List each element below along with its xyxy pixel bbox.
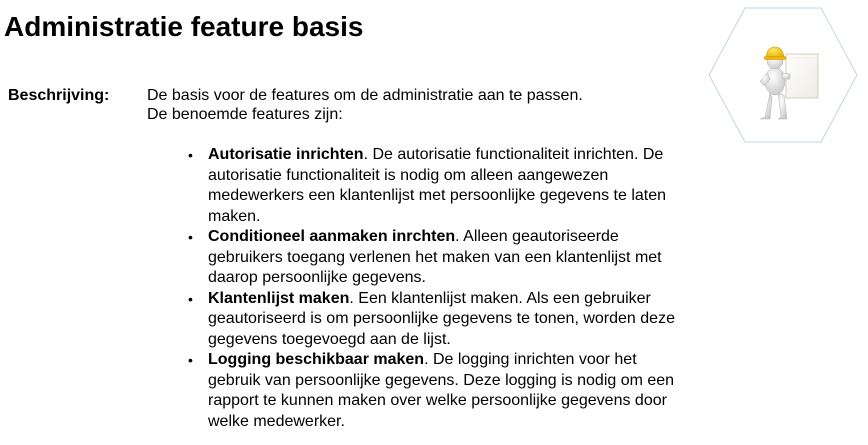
feature-list [188, 145, 688, 432]
feature-name: Conditioneel aanmaken inrchten [208, 228, 456, 245]
feature-name: Autorisatie inrichten [208, 146, 364, 163]
bullet-icon: • [188, 290, 193, 307]
feature-description: . De logging inrichten voor het gebruik van persoonlijke gegevens. Deze logging is nodig om een rapport te kunnen maken over welke persoonlijke gegevens door welke medewerker. [208, 351, 675, 430]
intro-line: De basis voor de features om de administratie aan te passen. [147, 87, 583, 104]
page-title: Administratie feature basis [4, 11, 364, 42]
feature-description: . Een klantenlijst maken. Als een gebruiker geautoriseerd is om persoonlijke gegevens te tonen, worden deze gegevens toegevoegd aan de lijst. [208, 289, 675, 348]
feature-description: . Alleen geautoriseerde gebruikers toegang verlenen het maken van een klantenlijst met daarop persoonlijke gegevens. [208, 228, 662, 286]
blank-sign [786, 54, 818, 98]
description-intro [147, 86, 707, 124]
illustration [708, 7, 858, 143]
construction-worker-with-blank-sign-icon [708, 7, 858, 143]
feature-name: Klantenlijst maken [208, 289, 350, 307]
description-label: Beschrijving: [8, 87, 110, 104]
bullet-icon: • [188, 352, 193, 368]
bullet-icon: • [188, 147, 193, 163]
feature-name: Logging beschikbaar maken [208, 351, 425, 368]
intro-line: De benoemde features zijn: [147, 106, 343, 123]
feature-description: . De autorisatie functionaliteit inrichten. De autorisatie functionaliteit is nodig om alleen aangewezen medewerkers een klantenlijst met persoonlijke gegevens te laten maken. [208, 146, 667, 225]
feature-item [188, 289, 688, 351]
bullet-icon: • [188, 229, 193, 245]
feature-item [188, 145, 688, 227]
feature-item [188, 227, 688, 289]
feature-item [188, 350, 688, 432]
